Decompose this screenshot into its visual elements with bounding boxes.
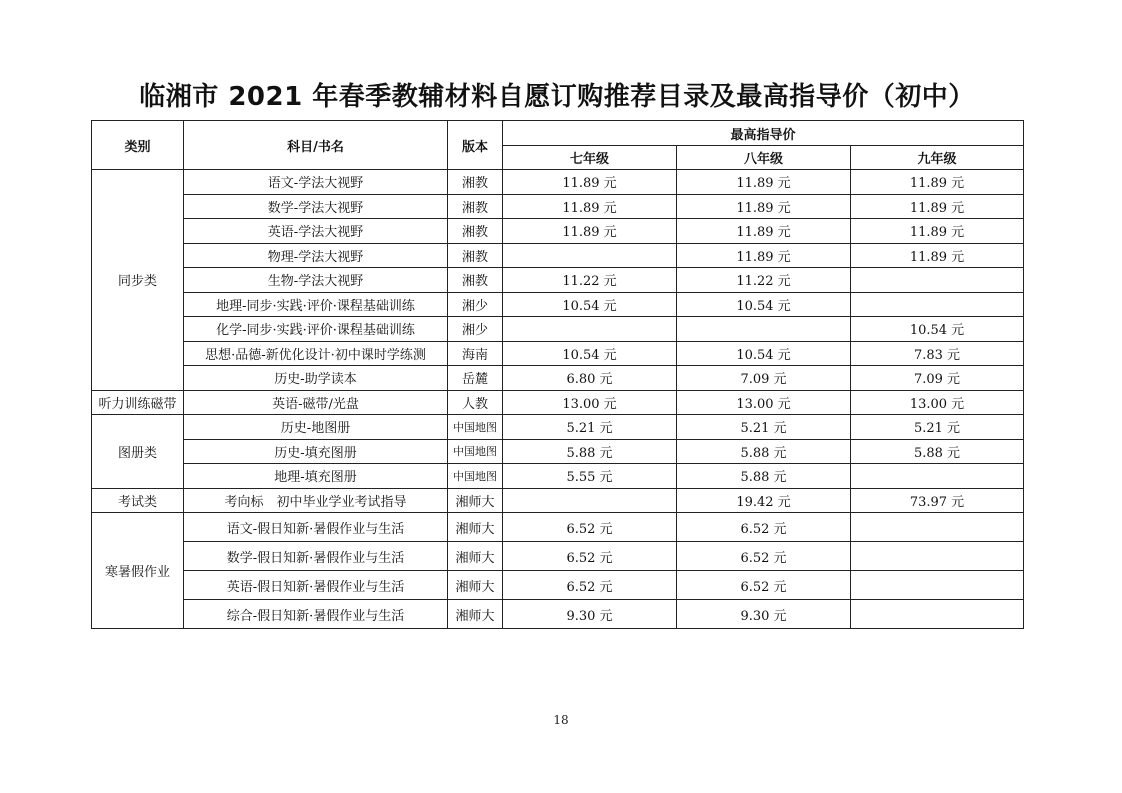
grade7-price-cell <box>503 317 677 342</box>
edition-cell: 湘教 <box>448 170 503 195</box>
grade9-price-cell: 11.89 元 <box>851 170 1024 195</box>
grade8-price-cell: 7.09 元 <box>677 366 851 391</box>
edition-cell: 岳麓 <box>448 366 503 391</box>
grade8-price-cell <box>677 317 851 342</box>
edition-cell: 湘教 <box>448 219 503 244</box>
grade8-price-cell: 6.52 元 <box>677 542 851 571</box>
grade8-price-cell: 11.89 元 <box>677 243 851 268</box>
table-row <box>92 292 1024 317</box>
table-row <box>92 390 1024 415</box>
edition-cell: 海南 <box>448 341 503 366</box>
table-row <box>92 170 1024 195</box>
grade9-price-cell <box>851 513 1024 542</box>
grade7-price-cell: 10.54 元 <box>503 292 677 317</box>
grade7-price-cell <box>503 243 677 268</box>
grade8-price-cell: 10.54 元 <box>677 341 851 366</box>
grade7-price-cell: 11.22 元 <box>503 268 677 293</box>
table-row <box>92 317 1024 342</box>
grade7-price-cell: 11.89 元 <box>503 170 677 195</box>
table-row <box>92 219 1024 244</box>
category-cell: 图册类 <box>92 415 184 489</box>
book-title-cell: 历史-填充图册 <box>184 439 448 464</box>
edition-cell: 湘师大 <box>448 600 503 629</box>
table-row <box>92 513 1024 542</box>
category-cell: 同步类 <box>92 170 184 391</box>
book-title-cell: 数学-学法大视野 <box>184 194 448 219</box>
table-row <box>92 268 1024 293</box>
edition-cell: 人教 <box>448 390 503 415</box>
price-catalog-table <box>91 120 1024 629</box>
book-title-cell: 语文-学法大视野 <box>184 170 448 195</box>
grade9-price-cell <box>851 542 1024 571</box>
grade9-price-cell <box>851 268 1024 293</box>
book-title-cell: 生物-学法大视野 <box>184 268 448 293</box>
grade8-price-cell: 9.30 元 <box>677 600 851 629</box>
grade9-price-cell: 11.89 元 <box>851 219 1024 244</box>
grade9-price-cell <box>851 464 1024 489</box>
grade8-price-cell: 11.89 元 <box>677 170 851 195</box>
edition-cell: 湘教 <box>448 268 503 293</box>
grade7-price-cell: 11.89 元 <box>503 219 677 244</box>
grade8-price-cell: 5.88 元 <box>677 439 851 464</box>
table-row <box>92 488 1024 513</box>
header-subject-book: 科目/书名 <box>184 121 448 170</box>
category-cell: 寒暑假作业 <box>92 513 184 629</box>
grade8-price-cell: 11.22 元 <box>677 268 851 293</box>
table-row <box>92 415 1024 440</box>
table-row <box>92 600 1024 629</box>
grade9-price-cell <box>851 292 1024 317</box>
edition-cell: 湘师大 <box>448 488 503 513</box>
grade7-price-cell: 10.54 元 <box>503 341 677 366</box>
book-title-cell: 历史-助学读本 <box>184 366 448 391</box>
grade9-price-cell: 13.00 元 <box>851 390 1024 415</box>
book-title-cell: 考向标 初中毕业学业考试指导 <box>184 488 448 513</box>
table-body <box>92 170 1024 629</box>
grade7-price-cell: 5.21 元 <box>503 415 677 440</box>
edition-cell: 湘教 <box>448 194 503 219</box>
table-row <box>92 194 1024 219</box>
grade8-price-cell: 13.00 元 <box>677 390 851 415</box>
book-title-cell: 语文-假日知新·暑假作业与生活 <box>184 513 448 542</box>
table-row <box>92 366 1024 391</box>
header-max-price: 最高指导价 <box>503 121 1024 146</box>
grade9-price-cell: 5.88 元 <box>851 439 1024 464</box>
grade9-price-cell: 11.89 元 <box>851 243 1024 268</box>
grade9-price-cell <box>851 600 1024 629</box>
edition-cell: 中国地图 <box>448 415 503 440</box>
book-title-cell: 地理-同步·实践·评价·课程基础训练 <box>184 292 448 317</box>
table-row <box>92 464 1024 489</box>
page-number: 18 <box>553 713 569 727</box>
grade7-price-cell: 6.52 元 <box>503 571 677 600</box>
grade7-price-cell: 6.80 元 <box>503 366 677 391</box>
grade8-price-cell: 5.21 元 <box>677 415 851 440</box>
grade8-price-cell: 19.42 元 <box>677 488 851 513</box>
table-row <box>92 542 1024 571</box>
grade9-price-cell: 7.09 元 <box>851 366 1024 391</box>
grade8-price-cell: 6.52 元 <box>677 571 851 600</box>
grade7-price-cell: 6.52 元 <box>503 542 677 571</box>
grade7-price-cell: 6.52 元 <box>503 513 677 542</box>
grade8-price-cell: 6.52 元 <box>677 513 851 542</box>
grade7-price-cell: 5.88 元 <box>503 439 677 464</box>
table-row <box>92 439 1024 464</box>
book-title-cell: 英语-磁带/光盘 <box>184 390 448 415</box>
page-title: 临湘市 2021 年春季教辅材料自愿订购推荐目录及最高指导价（初中） <box>139 82 975 112</box>
book-title-cell: 地理-填充图册 <box>184 464 448 489</box>
grade7-price-cell: 11.89 元 <box>503 194 677 219</box>
grade8-price-cell: 10.54 元 <box>677 292 851 317</box>
category-cell: 听力训练磁带 <box>92 390 184 415</box>
header-edition: 版本 <box>448 121 503 170</box>
table-row <box>92 571 1024 600</box>
book-title-cell: 历史-地图册 <box>184 415 448 440</box>
grade7-price-cell: 5.55 元 <box>503 464 677 489</box>
grade9-price-cell: 5.21 元 <box>851 415 1024 440</box>
table-row <box>92 341 1024 366</box>
category-cell: 考试类 <box>92 488 184 513</box>
grade9-price-cell <box>851 571 1024 600</box>
edition-cell: 湘教 <box>448 243 503 268</box>
book-title-cell: 化学-同步·实践·评价·课程基础训练 <box>184 317 448 342</box>
edition-cell: 中国地图 <box>448 439 503 464</box>
grade8-price-cell: 11.89 元 <box>677 219 851 244</box>
header-grade8: 八年级 <box>677 146 851 170</box>
grade9-price-cell: 10.54 元 <box>851 317 1024 342</box>
edition-cell: 湘少 <box>448 292 503 317</box>
grade9-price-cell: 7.83 元 <box>851 341 1024 366</box>
book-title-cell: 英语-假日知新·暑假作业与生活 <box>184 571 448 600</box>
book-title-cell: 英语-学法大视野 <box>184 219 448 244</box>
header-category: 类别 <box>92 121 184 170</box>
book-title-cell: 综合-假日知新·暑假作业与生活 <box>184 600 448 629</box>
grade7-price-cell: 9.30 元 <box>503 600 677 629</box>
grade7-price-cell: 13.00 元 <box>503 390 677 415</box>
header-grade9: 九年级 <box>851 146 1024 170</box>
edition-cell: 湘师大 <box>448 571 503 600</box>
grade8-price-cell: 11.89 元 <box>677 194 851 219</box>
grade9-price-cell: 73.97 元 <box>851 488 1024 513</box>
edition-cell: 湘少 <box>448 317 503 342</box>
book-title-cell: 物理-学法大视野 <box>184 243 448 268</box>
edition-cell: 湘师大 <box>448 542 503 571</box>
grade8-price-cell: 5.88 元 <box>677 464 851 489</box>
book-title-cell: 思想·品德-新优化设计·初中课时学练测 <box>184 341 448 366</box>
edition-cell: 中国地图 <box>448 464 503 489</box>
table-row <box>92 243 1024 268</box>
grade7-price-cell <box>503 488 677 513</box>
book-title-cell: 数学-假日知新·暑假作业与生活 <box>184 542 448 571</box>
grade9-price-cell: 11.89 元 <box>851 194 1024 219</box>
header-grade7: 七年级 <box>503 146 677 170</box>
edition-cell: 湘师大 <box>448 513 503 542</box>
table-header <box>92 121 1024 170</box>
